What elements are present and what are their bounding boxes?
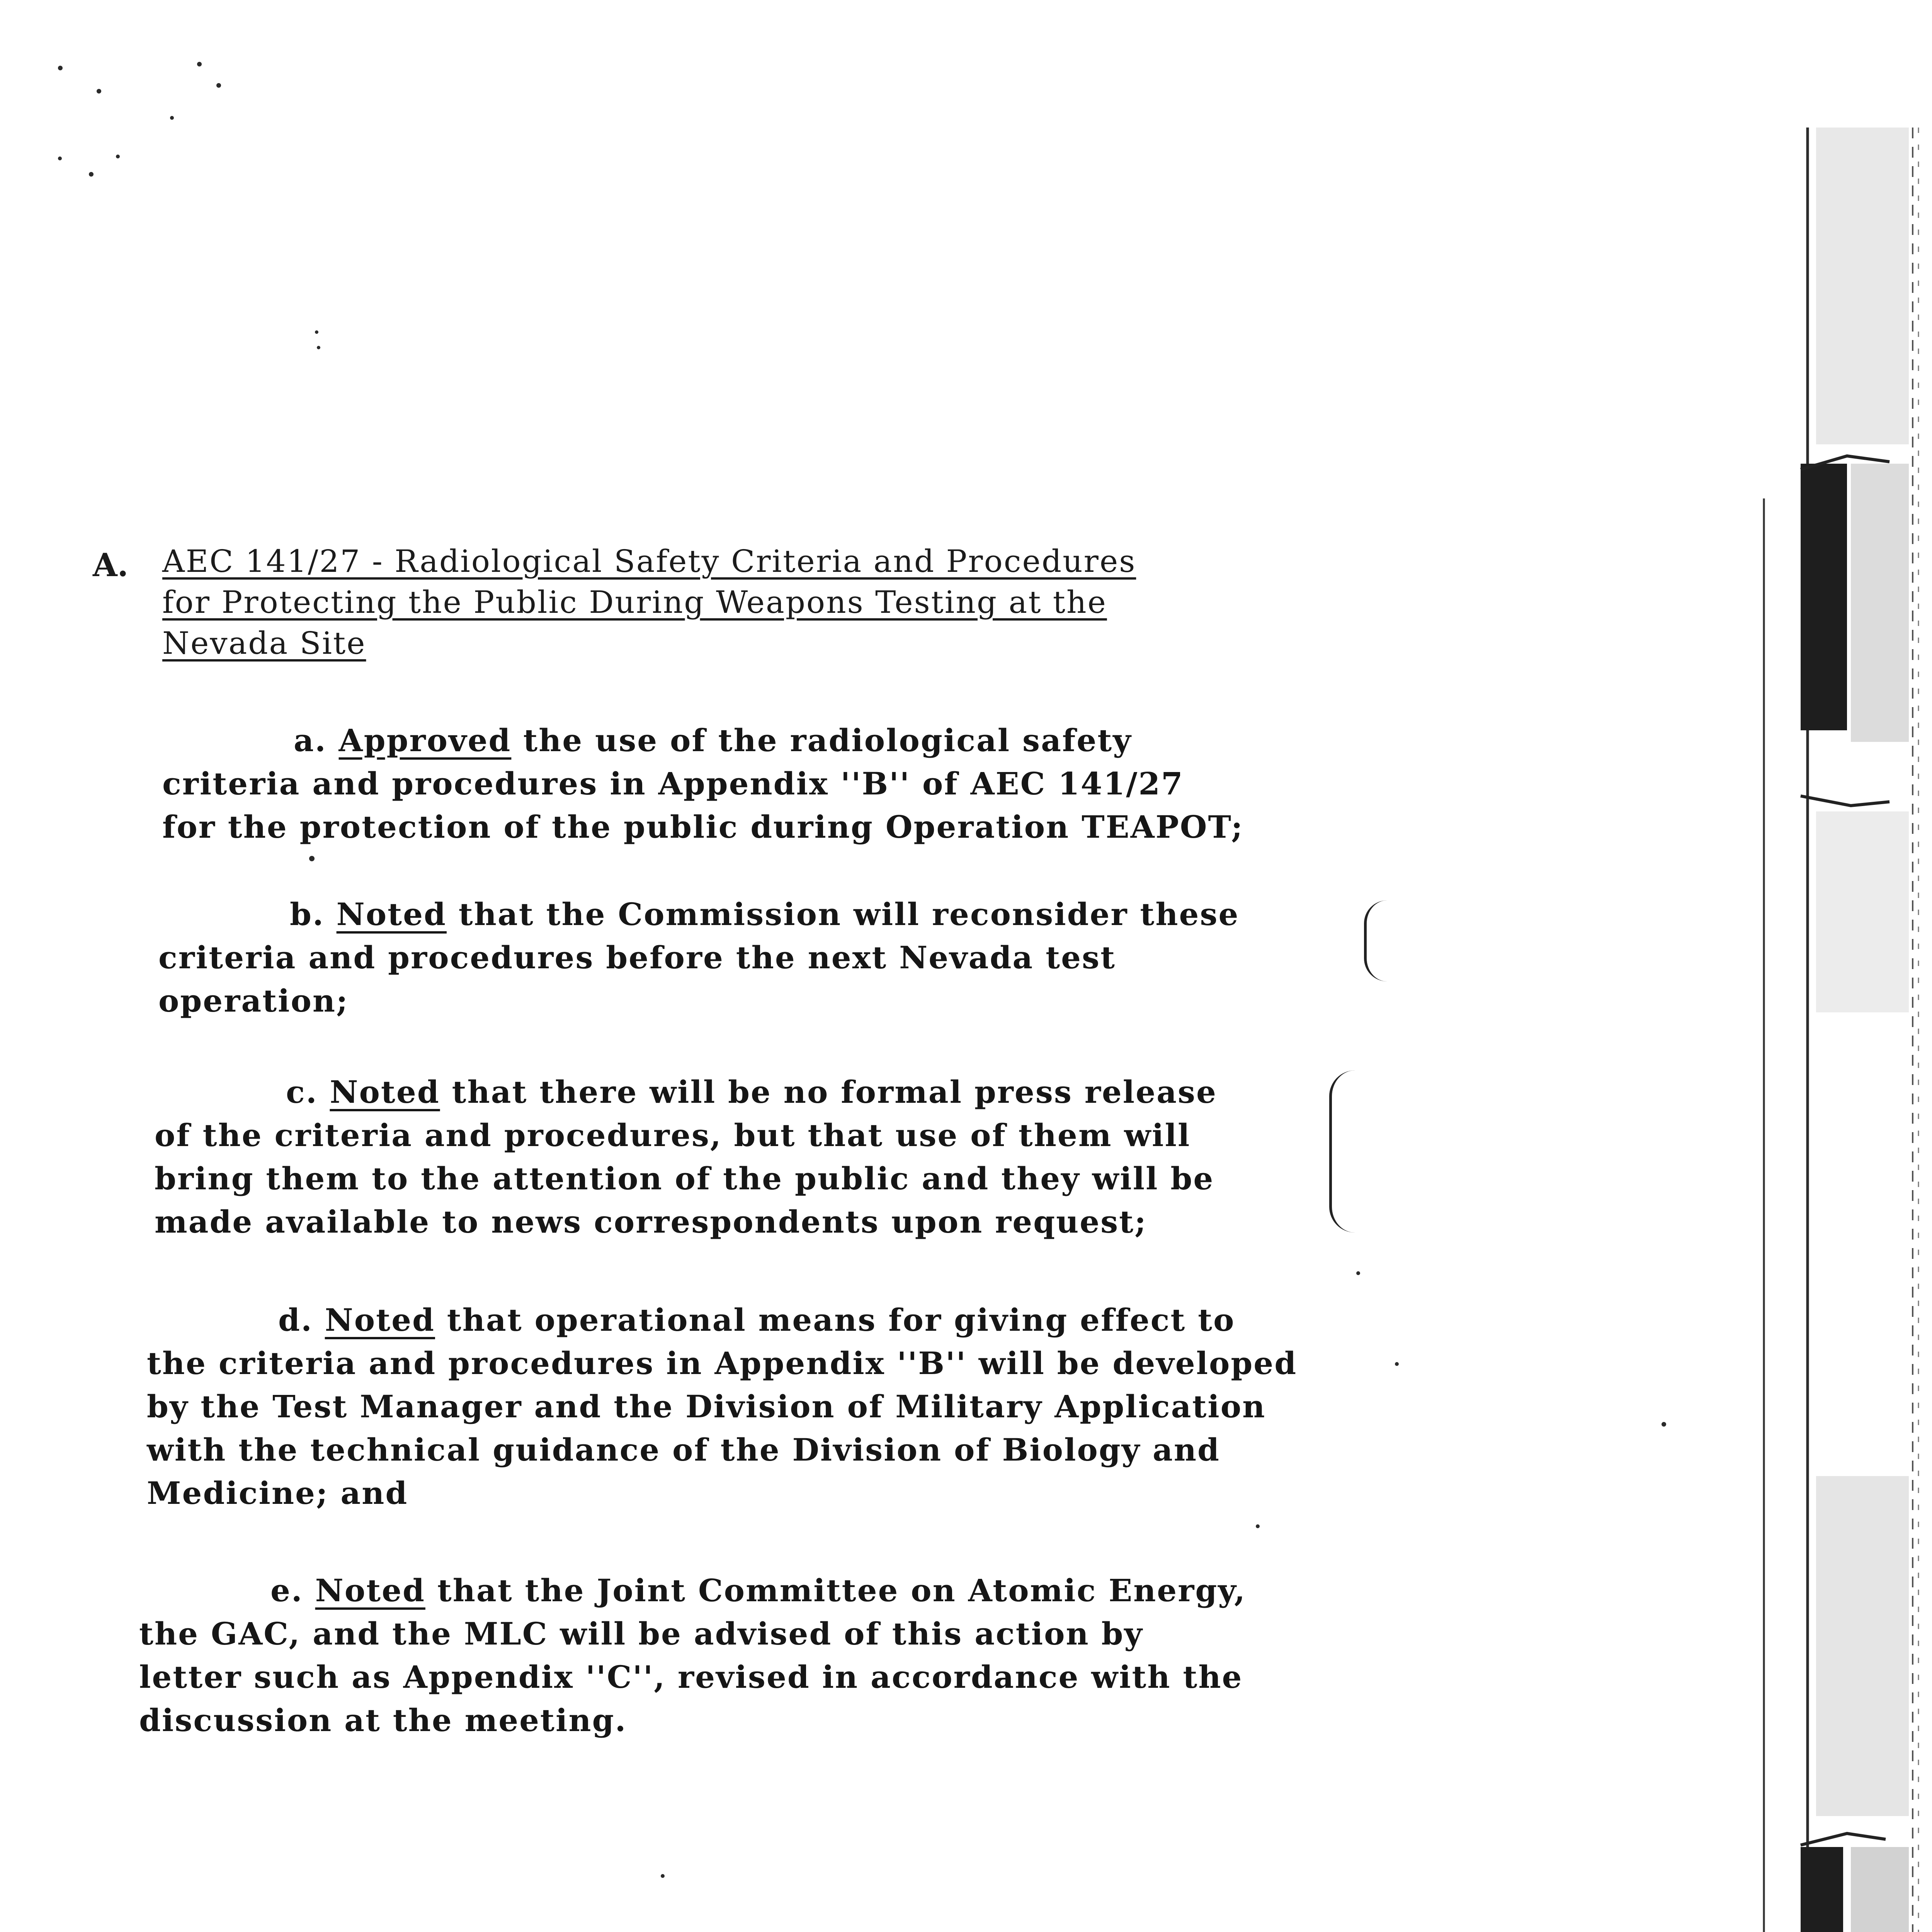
item-letter: c.	[286, 1074, 318, 1110]
item-first-line	[158, 893, 1337, 936]
item-line: operation;	[158, 983, 349, 1019]
item-keyword: Noted	[315, 1572, 425, 1609]
item-first-line	[162, 719, 1321, 762]
scan-speck	[1256, 1524, 1260, 1528]
resolution-item-a	[162, 719, 1321, 849]
item-line: criteria and procedures in Appendix ''B'' of AEC 141/27	[162, 765, 1184, 802]
scan-speck	[1662, 1422, 1666, 1427]
item-line: of the criteria and procedures, but that use of them will	[155, 1117, 1191, 1153]
scan-speck	[97, 89, 101, 94]
scan-speck	[216, 83, 221, 88]
item-keyword: Approved	[338, 722, 512, 759]
item-first-line	[147, 1298, 1403, 1342]
scan-binding-strip	[1762, 0, 1932, 1932]
scan-speck	[58, 66, 63, 70]
item-line: by the Test Manager and the Division of Military Application	[147, 1388, 1266, 1425]
item-keyword: Noted	[325, 1302, 435, 1338]
resolution-item-e	[139, 1569, 1376, 1742]
resolution-item-d	[147, 1298, 1403, 1515]
scan-speck	[661, 1874, 665, 1878]
item-line: with the technical guidance of the Division of Biology and	[147, 1432, 1220, 1468]
scan-speck	[89, 172, 94, 177]
item-first-line-text: the use of the radiological safety	[511, 722, 1132, 759]
item-letter: d.	[278, 1302, 313, 1338]
scan-speck	[116, 155, 120, 158]
item-line: the criteria and procedures in Appendix ''B'' will be developed	[147, 1345, 1298, 1381]
item-keyword: Noted	[330, 1074, 440, 1110]
scan-speck	[317, 346, 320, 349]
item-line: for the protection of the public during Operation TEAPOT;	[162, 809, 1244, 845]
margin-bracket-mark	[1364, 900, 1390, 981]
scan-speck	[309, 856, 315, 861]
item-first-line	[139, 1569, 1376, 1612]
item-letter: b.	[290, 896, 325, 932]
item-line: discussion at the meeting.	[139, 1702, 627, 1738]
item-first-line	[155, 1070, 1333, 1114]
item-first-line-text: that the Joint Committee on Atomic Energy,	[425, 1572, 1246, 1609]
item-line: the GAC, and the MLC will be advised of this action by	[139, 1616, 1143, 1652]
resolution-item-b	[158, 893, 1337, 1022]
item-first-line-text: that the Commission will reconsider these	[446, 896, 1240, 932]
section-title-line: Nevada Site	[162, 625, 366, 661]
section-title	[162, 541, 1314, 664]
margin-bracket-mark	[1329, 1070, 1355, 1233]
scan-speck	[170, 116, 174, 120]
item-first-line-text: that there will be no formal press release	[440, 1074, 1217, 1110]
item-letter: e.	[270, 1572, 303, 1609]
section-title-line: AEC 141/27 - Radiological Safety Criteria and Procedures	[162, 543, 1136, 579]
section-marker: A.	[93, 547, 129, 584]
scan-speck	[197, 62, 202, 66]
section-title-line: for Protecting the Public During Weapons Testing at the	[162, 584, 1107, 620]
item-first-line-text: that operational means for giving effect to	[435, 1302, 1235, 1338]
scan-speck	[58, 156, 62, 160]
item-line: Medicine; and	[147, 1475, 408, 1511]
scan-speck	[1356, 1271, 1360, 1275]
item-line: made available to news correspondents upon request;	[155, 1204, 1147, 1240]
resolution-item-c	[155, 1070, 1333, 1243]
item-line: letter such as Appendix ''C'', revised in accordance with the	[139, 1659, 1243, 1695]
scan-speck	[315, 330, 318, 334]
item-line: bring them to the attention of the public and they will be	[155, 1160, 1214, 1197]
item-line: criteria and procedures before the next Nevada test	[158, 939, 1116, 976]
item-letter: a.	[294, 722, 327, 759]
item-keyword: Noted	[336, 896, 447, 932]
